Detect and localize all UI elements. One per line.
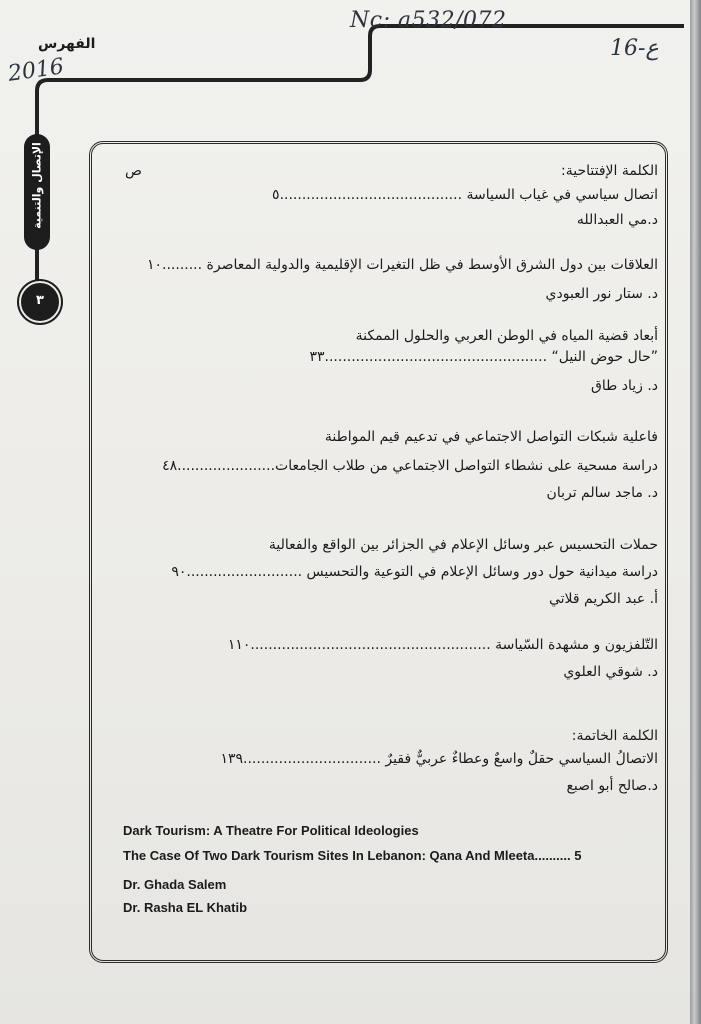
english-entry-author: Dr. Ghada Salem	[123, 877, 227, 892]
toc-entry-title: الاتصالُ السياسي حقلٌ واسعٌ وعطاءٌ عربيٌّ فقيرٌ ...............................١٣٩	[220, 751, 658, 767]
toc-entry-title: حملات التحسيس عبر وسائل الإعلام في الجزائر بين الواقع والفعالية	[268, 537, 658, 553]
toc-header: الفهرس	[38, 36, 96, 52]
toc-entry-author: د. ستار نور العبودي	[545, 286, 658, 302]
english-entry-title: Dark Tourism: A Theatre For Political Ideologies	[123, 823, 419, 838]
toc-entry-subtitle: ”حال حوض النيل“ ..................................................٣٣	[309, 349, 658, 365]
handwritten-page-note: 16-ع	[610, 36, 659, 61]
toc-entry-author: د. ماجد سالم تربان	[546, 485, 658, 501]
toc-entry-title: العلاقات بين دول الشرق الأوسط في ظل التغيرات الإقليمية والدولية المعاصرة .........١٠	[146, 257, 658, 273]
toc-entry-title: فاعلية شبكات التواصل الاجتماعي في تدعيم قيم المواطنة	[324, 429, 658, 445]
toc-entry-subtitle: دراسة مسحية على نشطاء التواصل الاجتماعي من طلاب الجامعات......................٤٨	[162, 458, 658, 474]
toc-entry-title: اتصال سياسي في غياب السياسة .........................................٥	[272, 187, 658, 203]
toc-entry-author: أ. عبد الكريم قلاتي	[548, 591, 658, 607]
spine-text: الإتصال والتنمية	[30, 142, 44, 229]
toc-entry-author: د.مي العبدالله	[576, 212, 658, 228]
toc-entry-author: د.صالح أبو اصبع	[566, 778, 658, 794]
toc-entry-title: أبعاد قضية المياه في الوطن العربي والحلول الممكنة	[355, 328, 658, 344]
toc-entry-subtitle: دراسة ميدانية حول دور وسائل الإعلام في التوعية والتحسيس ..........................٩٠	[171, 564, 658, 580]
english-entry-subtitle: The Case Of Two Dark Tourism Sites In Lebanon: Qana And Mleeta.......... 5	[123, 848, 582, 863]
page-number: ٣	[36, 293, 44, 308]
spine-tab	[24, 134, 50, 250]
toc-entry-author: د. شوقي العلوي	[563, 664, 658, 680]
page-number-badge	[19, 281, 61, 323]
english-entry-author: Dr. Rasha EL Khatib	[123, 900, 248, 915]
handwritten-code: Nc: a532/072	[350, 8, 507, 33]
page-column-label: ص	[125, 163, 142, 179]
intro-heading: الكلمة الإفتتاحية:	[561, 163, 658, 179]
toc-entry-author: د. زياد طاق	[590, 378, 658, 394]
toc-entry-title: التّلفزيون و مشهدة السّياسة ......................................................١١٠	[227, 637, 658, 653]
closing-heading: الكلمة الخاتمة:	[571, 728, 658, 744]
handwritten-year: 2016	[6, 54, 66, 87]
